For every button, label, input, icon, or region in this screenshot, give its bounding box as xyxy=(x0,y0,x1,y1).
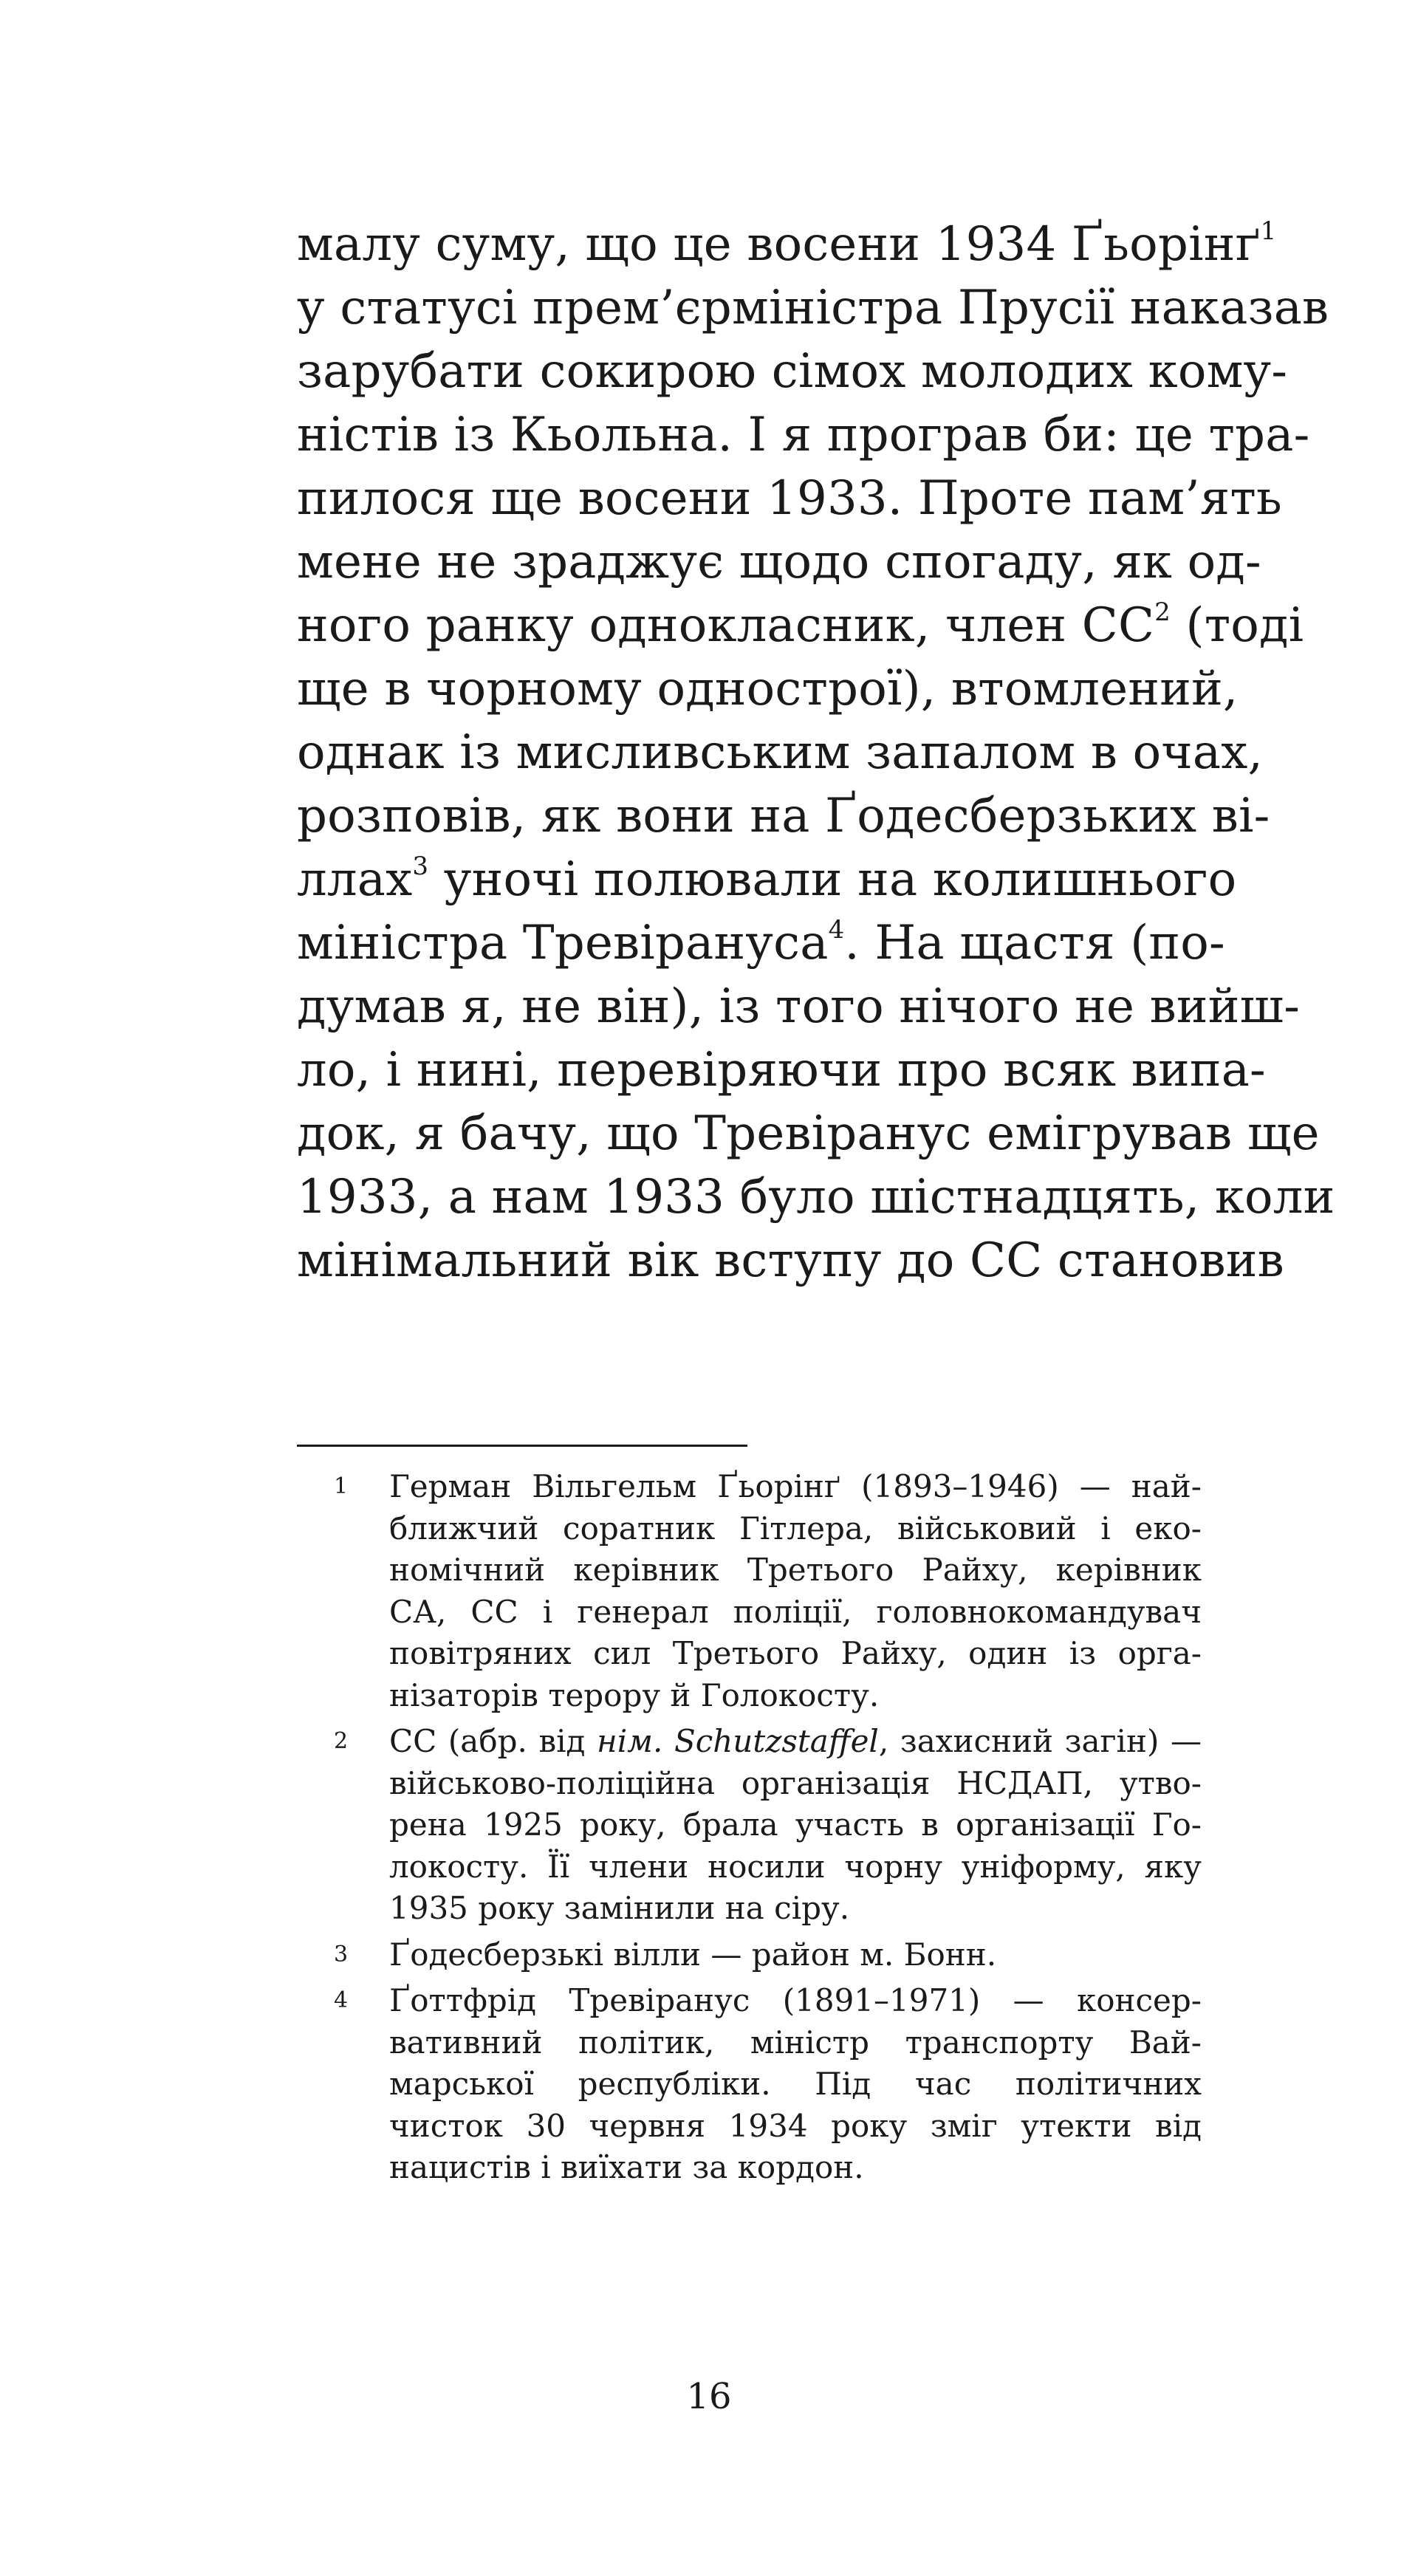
text-segment: зарубати сокирою сімох молодих кому- xyxy=(297,344,1288,399)
footnote-line: марської республіки. Під час політичних xyxy=(389,2066,1202,2102)
footnote-line: Ґодесберзькі вілли — район м. Бонн. xyxy=(389,1936,997,1973)
text-segment: розповів, як вони на Ґодесберзьких ві- xyxy=(297,789,1270,843)
text-segment: 1933, а нам 1933 було шістнадцять, коли xyxy=(297,1170,1335,1224)
footnote-number: 3 xyxy=(334,1941,349,1967)
text-segment: однак із мисливським запалом в очах, xyxy=(297,725,1264,780)
footnote-line: повітряних сил Третього Райху, один із орга- xyxy=(389,1635,1202,1671)
footnote-line: чисток 30 червня 1934 року зміг утекти від xyxy=(389,2107,1202,2144)
footnote-line: вативний політик, міністр транспорту Вай- xyxy=(389,2024,1202,2061)
text-line xyxy=(297,467,1282,530)
footnote-reference[interactable]: 2 xyxy=(1154,597,1171,627)
page-number: 16 xyxy=(686,2376,732,2417)
text-segment: міністра Тревірануса xyxy=(297,916,829,970)
footnote-line: ближчий соратник Гітлера, військовий і еко- xyxy=(389,1510,1202,1546)
footnote-reference[interactable]: 4 xyxy=(828,915,845,945)
text-segment: уночі полювали на колишнього xyxy=(428,852,1237,907)
footnote-reference[interactable]: 1 xyxy=(1260,216,1277,246)
text-segment: док, я бачу, що Тревіранус емігрував ще xyxy=(297,1106,1320,1161)
footnote-reference[interactable]: 3 xyxy=(412,852,429,881)
text-segment: у статусі прем’єрміністра Прусії наказав xyxy=(297,281,1329,335)
text-segment: малу суму, що це восени 1934 Ґьорінґ xyxy=(297,217,1261,272)
footnote-line: 1935 року замінили на сіру. xyxy=(389,1890,850,1926)
text-segment: мінімальний вік вступу до СС становив xyxy=(297,1233,1284,1288)
footnotes-block xyxy=(297,1466,1202,2193)
footnote-line: рена 1925 року, брала участь в організації Го- xyxy=(389,1806,1202,1843)
footnote-item xyxy=(297,1934,1202,1976)
text-line xyxy=(297,657,1239,721)
text-line xyxy=(297,403,1310,467)
footnote-line: військово-поліційна організація НСДАП, утво- xyxy=(389,1764,1202,1801)
text-line xyxy=(297,975,1301,1038)
footnote-line: локосту. Її члени носили чорну уніформу, яку xyxy=(389,1848,1202,1885)
text-line xyxy=(297,530,1261,594)
text-line xyxy=(297,784,1270,848)
footnote-line: СА, СС і генерал поліції, головнокомандувач xyxy=(389,1593,1202,1630)
footnote-number: 2 xyxy=(334,1728,349,1754)
footnote-number: 1 xyxy=(334,1473,349,1499)
footnote-item xyxy=(297,1466,1202,1716)
text-line xyxy=(297,340,1288,403)
text-segment: ністів із Кьольна. І я програв би: це тра- xyxy=(297,408,1310,462)
text-line xyxy=(297,276,1329,340)
footnote-line: СС (абр. від нім. Schutzstaffel, захисний загін) — xyxy=(389,1723,1202,1759)
text-segment: ще в чорному однострої), втомлений, xyxy=(297,662,1239,716)
footnote-number: 4 xyxy=(334,1987,349,2013)
text-segment: думав я, не він), із того нічого не вийш- xyxy=(297,979,1301,1034)
text-segment: ло, і нині, перевіряючи про всяк випа- xyxy=(297,1043,1266,1097)
footnote-item xyxy=(297,1721,1202,1930)
main-text-block xyxy=(297,213,1335,1292)
footnote-line: Герман Вільгельм Ґьорінґ (1893–1946) — най- xyxy=(389,1468,1202,1504)
text-line xyxy=(297,911,1225,975)
text-line xyxy=(297,721,1264,784)
footnote-line: нізаторів терору й Голокосту. xyxy=(389,1676,880,1713)
footnote-line: номічний керівник Третього Райху, керівник xyxy=(389,1552,1202,1588)
footnote-item xyxy=(297,1980,1202,2189)
text-line xyxy=(297,1165,1335,1229)
text-line xyxy=(297,848,1237,911)
text-line xyxy=(297,1102,1320,1165)
text-segment: . На щастя (по- xyxy=(844,916,1225,970)
text-line xyxy=(297,1038,1266,1102)
text-segment: ного ранку однокласник, член СС xyxy=(297,598,1155,653)
text-line xyxy=(297,594,1304,657)
text-segment: (тоді xyxy=(1170,598,1304,653)
text-line xyxy=(297,213,1277,276)
text-line xyxy=(297,1229,1284,1292)
text-segment: мене не зраджує щодо спогаду, як од- xyxy=(297,535,1261,589)
footnote-line: Ґоттфрід Тревіранус (1891–1971) — консер- xyxy=(389,1982,1202,2018)
text-segment: ллах xyxy=(297,852,413,907)
footnote-line: нацистів і виїхати за кордон. xyxy=(389,2149,864,2185)
text-segment: пилося ще восени 1933. Проте пам’ять xyxy=(297,471,1282,526)
footnote-separator xyxy=(297,1445,747,1447)
